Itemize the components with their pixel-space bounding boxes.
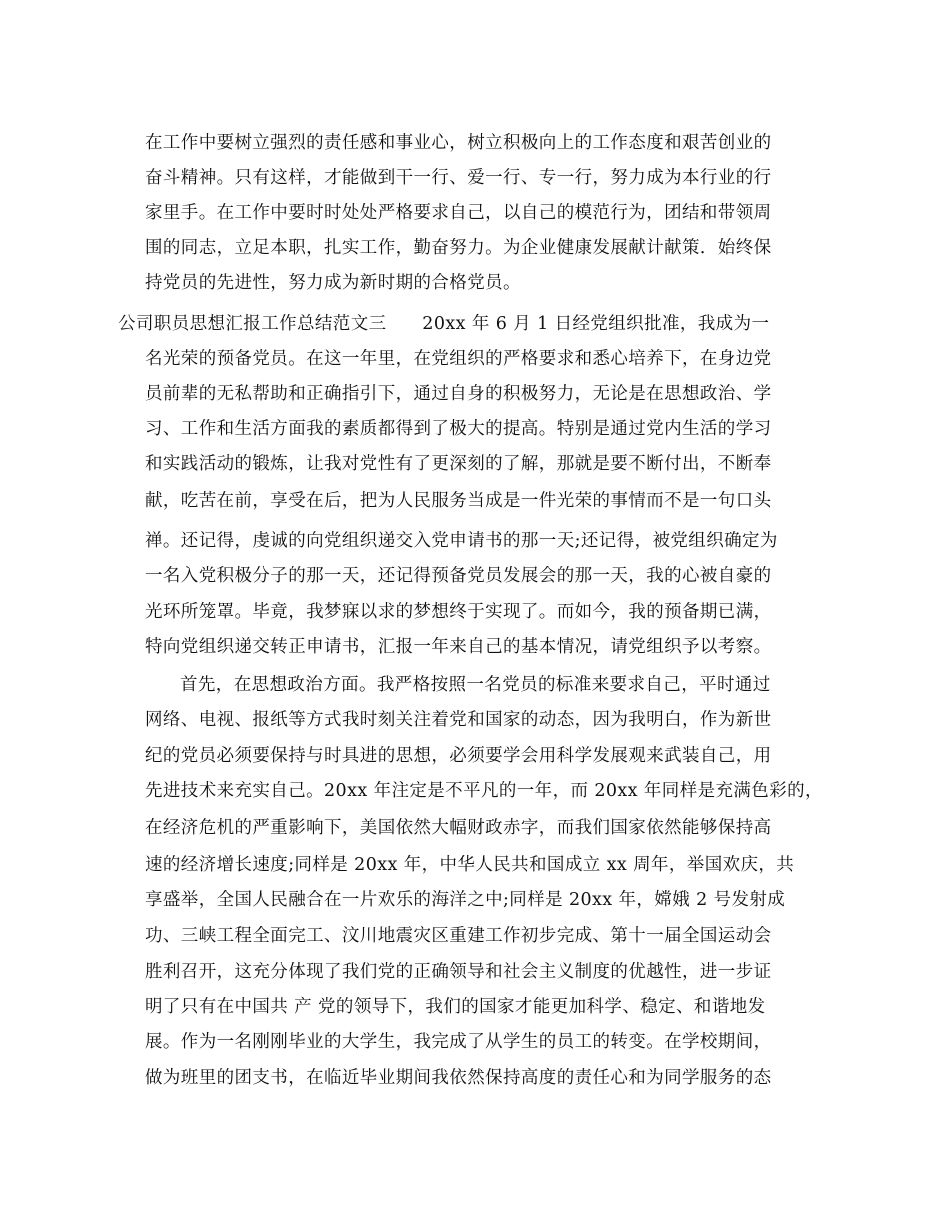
paragraph-first-line: 首先，在思想政治方面。我严格按照一名党员的标准来要求自己，平时通过: [180, 675, 771, 695]
text-line: 禅。还记得，虔诚的向党组织递交入党申请书的那一天;还记得，被党组织确定为: [145, 531, 778, 551]
text-line: 展。作为一名刚刚毕业的大学生，我完成了从学生的员工的转变。在学校期间，: [145, 1032, 772, 1052]
text-line: 功、三峡工程全面完工、汶川地震灾区重建工作初步完成、第十一届全国运动会: [145, 926, 772, 946]
text-line: 围的同志，立足本职，扎实工作，勤奋努力。为企业健康发展献计献策．始终保: [145, 238, 772, 258]
text-line: 光环所笼罩。毕竟，我梦寐以求的梦想终于实现了。而如今，我的预备期已满，: [145, 602, 772, 622]
section-heading-line: 公司职员思想汇报工作总结范文三 20xx 年 6 月 1 日经党组织批准，我成为一: [118, 314, 770, 334]
text-line: 家里手。在工作中要时时处处严格要求自己，以自己的模范行为，团结和带领周: [145, 203, 772, 223]
text-line: 奋斗精神。只有这样，才能做到干一行、爱一行、专一行，努力成为本行业的行: [145, 168, 772, 188]
text-line: 持党员的先进性，努力成为新时期的合格党员。: [145, 273, 521, 293]
text-line: 和实践活动的锻炼，让我对党性有了更深刻的了解，那就是要不断付出，不断奉: [145, 454, 772, 474]
text-line: 员前辈的无私帮助和正确指引下，通过自身的积极努力，无论是在思想政治、学: [145, 384, 772, 404]
text-line: 名光荣的预备党员。在这一年里，在党组织的严格要求和悉心培养下，在身边党: [145, 349, 772, 369]
text-line: 习、工作和生活方面我的素质都得到了极大的提高。特别是通过党内生活的学习: [145, 419, 772, 439]
text-line: 特向党组织递交转正申请书，汇报一年来自己的基本情况，请党组织予以考察。: [145, 637, 772, 657]
text-line: 做为班里的团支书，在临近毕业期间我依然保持高度的责任心和为同学服务的态: [145, 1068, 772, 1088]
text-line: 享盛举，全国人民融合在一片欢乐的海洋之中;同样是 20xx 年，嫦娥 2 号发射成: [145, 890, 786, 910]
text-line: 先进技术来充实自己。20xx 年注定是不平凡的一年，而 20xx 年同样是充满色彩的，: [145, 781, 823, 801]
text-line: 明了只有在中国共 产 党的领导下，我们的国家才能更加科学、稳定、和谐地发: [145, 997, 766, 1017]
text-line: 一名入党积极分子的那一天，还记得预备党员发展会的那一天，我的心被自豪的: [145, 566, 772, 586]
text-line: 网络、电视、报纸等方式我时刻关注着党和国家的动态，因为我明白，作为新世: [145, 710, 772, 730]
text-line: 速的经济增长速度;同样是 20xx 年，中华人民共和国成立 xx 周年，举国欢庆，共: [145, 855, 795, 875]
text-line: 纪的党员必须要保持与时具进的思想，必须要学会用科学发展观来武装自己，用: [145, 746, 772, 766]
text-line: 在工作中要树立强烈的责任感和事业心，树立积极向上的工作态度和艰苦创业的: [145, 133, 772, 153]
text-line: 献，吃苦在前，享受在后，把为人民服务当成是一件光荣的事情而不是一句口头: [145, 491, 772, 511]
text-line: 胜利召开，这充分体现了我们党的正确领导和社会主义制度的优越性，进一步证: [145, 962, 772, 982]
text-line: 在经济危机的严重影响下，美国依然大幅财政赤字，而我们国家依然能够保持高: [145, 818, 772, 838]
